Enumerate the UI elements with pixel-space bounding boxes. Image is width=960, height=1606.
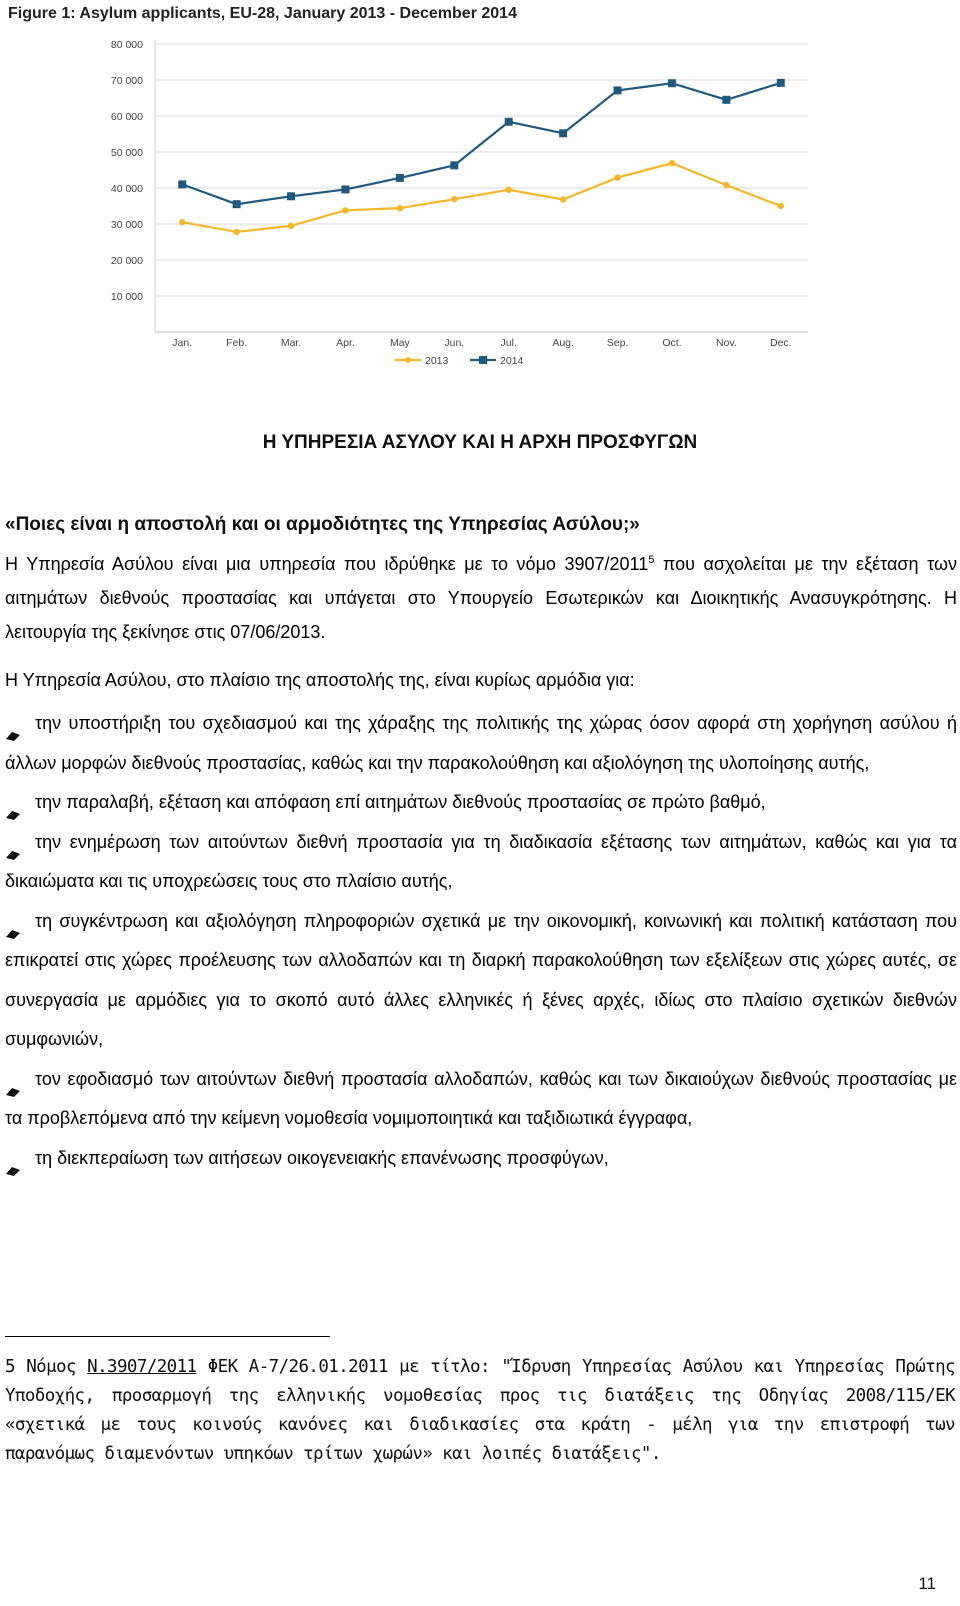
list-item-text: την υποστήριξη του σχεδιασμού και της χάραξης της πολιτικής της χώρας όσον αφορά στη χορήγηση ασύλου ή άλλων μορφών διεθνούς προστασίας, καθώς και την παρακολούθηση και αξιολόγηση της υλοποίησης αυτής, (5, 713, 957, 773)
data-point-2013 (669, 160, 675, 166)
list-item-text: τη διεκπεραίωση των αιτήσεων οικογενειακής επανένωσης προσφύγων, (35, 1147, 609, 1168)
x-tick-label: Apr. (336, 337, 355, 349)
y-tick-label: 40 000 (110, 183, 143, 195)
list-item-text: τη συγκέντρωση και αξιολόγηση πληροφοριών σχετικά με την οικονομική, κοινωνική και πολιτική κατάσταση που επικρατεί στις χώρες προέλευσης των αλλοδαπών και τη διαρκή παρακολούθηση των εξελίξεων στις χώρες αυτές, σε συνεργασία με αρμόδιες για το σκοπό αυτό άλλες ελληνικές ή ξένες αρχές, ιδίως στο πλαίσιο σχετικών διεθνών συμφωνιών, (5, 910, 957, 1049)
y-tick-label: 20 000 (110, 255, 143, 267)
footnote-reference[interactable]: 5 (648, 554, 655, 566)
list-item-text: τον εφοδιασμό των αιτούντων διεθνή προστασία αλλοδαπών, καθώς και των δικαιούχων διεθνούς προστασίας με τα προβλεπόμενα από την κείμενη νομοθεσία νομιμοποιητικά και ταξιδιωτικά έγγραφα, (5, 1068, 957, 1128)
data-point-2014 (668, 79, 676, 87)
intro-text-part2: που ασχολείται με την εξέταση των αιτημάτων διεθνούς προστασίας και υπάγεται στο Υπουργείο Εσωτερικών και Διοικητικής Ανασυγκρότησης. Η λειτουργία της ξεκίνησε στις 07/06/2013. (5, 554, 958, 642)
data-point-2014 (722, 96, 730, 104)
list-item-text: την παραλαβή, εξέταση και απόφαση επί αιτημάτων διεθνούς προστασίας σε πρώτο βαθμό, (35, 792, 766, 812)
footnote-text: ΦΕΚ Α-7/26.01.2011 με τίτλο: "Ίδρυση Υπηρεσίας Ασύλου και Υπηρεσίας Πρώτης Υποδοχής, προσαρμογή της ελληνικής νομοθεσίας προς τις διατάξεις της Οδηγίας 2008/115/ΕΚ «σχετικά με τους κοινούς κανόνες και διαδικασίες στα κράτη - μέλη για την επιστροφή των παρανόμως διαμενόντων υπηκόων τρίτων χωρών» και λοιπές διατάξεις". (5, 1357, 955, 1464)
bullet-icon (5, 836, 21, 848)
y-tick-label: 60 000 (110, 111, 143, 123)
bullet-icon (5, 915, 21, 927)
data-point-2014 (178, 180, 186, 188)
data-point-2014 (505, 118, 513, 126)
legend-marker-2014 (479, 356, 487, 364)
legend-label-2014: 2014 (500, 355, 524, 367)
bullet-icon (5, 1152, 21, 1164)
y-tick-label: 10 000 (110, 291, 143, 303)
data-point-2013 (778, 203, 784, 209)
data-point-2013 (179, 219, 185, 225)
figure-title: Figure 1: Asylum applicants, EU-28, January 2013 - December 2014 (8, 5, 517, 22)
data-point-2014 (287, 192, 295, 200)
list-item (5, 902, 957, 1060)
data-point-2014 (341, 185, 349, 193)
list-item (5, 1139, 957, 1179)
list-item-text: την ενημέρωση των αιτούντων διεθνή προστασία για τη διαδικασία εξέτασης των αιτημάτων, καθώς και για τα δικαιώματα και τις υποχρεώσεις τους στο πλαίσιο αυτής, (5, 831, 957, 891)
data-point-2013 (288, 223, 294, 229)
data-point-2013 (560, 196, 566, 202)
x-tick-label: Feb. (226, 337, 248, 349)
x-tick-label: Jan. (172, 337, 193, 349)
data-point-2013 (723, 182, 729, 188)
data-point-2013 (614, 174, 620, 180)
y-tick-label: 70 000 (110, 75, 143, 87)
data-point-2014 (396, 174, 404, 182)
intro-text-part1: Η Υπηρεσία Ασύλου είναι μια υπηρεσία που ιδρύθηκε με το νόμο 3907/2011 (5, 554, 649, 574)
x-tick-label: Jun. (444, 337, 465, 349)
x-tick-label: Nov. (715, 337, 737, 349)
section-heading: Η ΥΠΗΡΕΣΙΑ ΑΣΥΛΟΥ ΚΑΙ Η ΑΡΧΗ ΠΡΟΣΦΥΓΩΝ (262, 432, 698, 453)
x-tick-label: May (389, 337, 410, 349)
data-point-2013 (233, 229, 239, 235)
page-number: 11 (918, 1574, 936, 1593)
footnote (5, 1353, 955, 1469)
series-line-2013 (182, 163, 781, 232)
legend-label-2013: 2013 (425, 355, 449, 367)
footnote-divider (5, 1336, 330, 1337)
section-subheading: «Ποιες είναι η αποστολή και οι αρμοδιότητες της Υπηρεσίας Ασύλου;» (5, 514, 640, 535)
x-tick-label: Oct. (662, 337, 682, 349)
data-point-2014 (559, 129, 567, 137)
list-item (5, 704, 957, 783)
x-tick-label: Mar. (280, 337, 302, 349)
list-item (5, 823, 957, 902)
bullet-icon (5, 796, 21, 808)
x-tick-label: Aug. (552, 337, 574, 349)
list-item (5, 1060, 957, 1139)
responsibilities-list (5, 704, 957, 1178)
x-tick-label: Dec. (769, 337, 792, 349)
data-point-2013 (451, 196, 457, 202)
lead-paragraph: Η Υπηρεσία Ασύλου, στο πλαίσιο της αποστολής της, είναι κυρίως αρμόδια για: (5, 670, 635, 690)
y-tick-label: 80 000 (110, 39, 143, 51)
bullet-icon (5, 717, 21, 729)
data-point-2013 (506, 187, 512, 193)
data-point-2014 (614, 86, 622, 94)
data-point-2014 (233, 200, 241, 208)
bullet-icon (5, 1073, 21, 1085)
law-link[interactable]: Ν.3907/2011 (87, 1357, 197, 1377)
y-tick-label: 50 000 (110, 147, 143, 159)
series-line-2014 (182, 83, 781, 204)
intro-paragraph (5, 547, 957, 649)
legend-marker-2013 (405, 357, 411, 363)
x-tick-label: Sep. (606, 337, 629, 349)
data-point-2013 (397, 205, 403, 211)
data-point-2014 (777, 79, 785, 87)
footnote-prefix: 5 Νόμος (5, 1357, 88, 1377)
y-tick-label: 30 000 (110, 219, 143, 231)
list-item (5, 783, 957, 823)
data-point-2013 (342, 207, 348, 213)
x-tick-label: Jul. (500, 337, 517, 349)
data-point-2014 (450, 161, 458, 169)
asylum-applicants-chart (0, 0, 960, 380)
